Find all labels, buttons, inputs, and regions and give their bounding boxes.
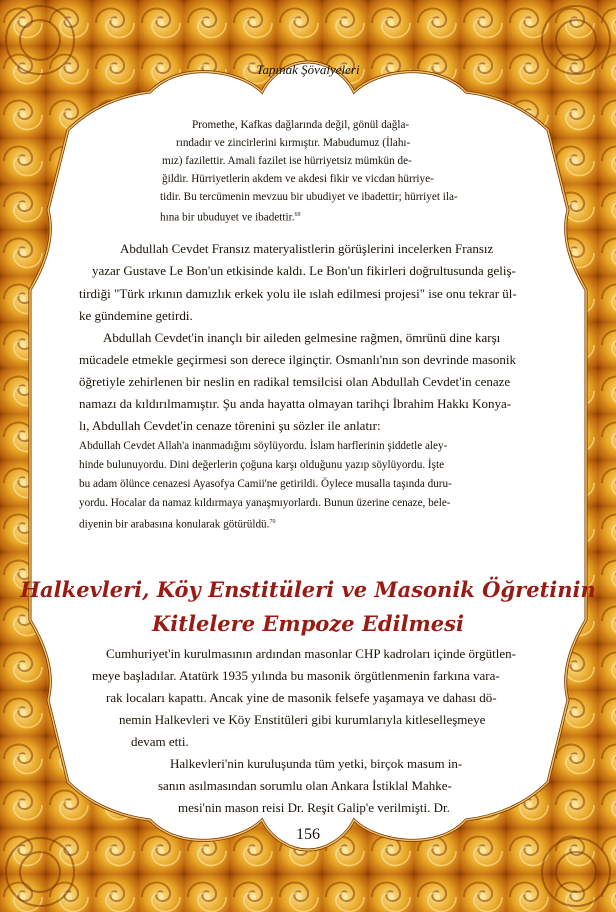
paragraph3-line: Cumhuriyet'in kurulmasının ardından masonlar CHP kadroları içinde örgütlen- xyxy=(106,646,516,661)
running-head: Tapınak Şövalyeleri xyxy=(256,62,360,77)
quote2-line: bu adam ölünce cenazesi Ayasofya Camii'ne getirildi. Öylece musalla taşında duru- xyxy=(79,478,452,490)
quote2-line: Abdullah Cevdet Allah'a inanmadığını söylüyordu. İslam harflerinin şiddetle aley- xyxy=(79,440,448,452)
paragraph3-line: rak locaları kapattı. Ancak yine de masonik felsefe yaşamaya ve dahası dö- xyxy=(106,690,497,705)
paragraph1-line: Abdullah Cevdet Fransız materyalistlerin görüşlerini incelerken Fransız xyxy=(120,241,494,256)
quote1-line: tidir. Bu tercümenin mevzuu bir ubudiyet ve ibadettir; hürriyet ila- xyxy=(160,191,458,203)
paragraph4-line: sanın asılmasından sorumlu olan Ankara İstiklal Mahke- xyxy=(158,778,452,793)
quote1-line: ğildir. Hürriyetlerin akdem ve akdesi fikir ve vicdan hürriye- xyxy=(162,173,434,185)
paragraph4-line: mesi'nin mason reisi Dr. Reşit Galip'e verilmişti. Dr. xyxy=(178,800,450,815)
quote2-line: diyenin bir arabasına konularak götürüldü. xyxy=(79,518,270,531)
paragraph2-line: mücadele etmekle geçirmesi son derece ilginçtir. Osmanlı'nın son devrinde masonik xyxy=(79,352,516,367)
paragraph3-line: devam etti. xyxy=(131,734,189,749)
paragraph2-line: Abdullah Cevdet'in inançlı bir aileden gelmesine rağmen, ömrünü dine karşı xyxy=(103,330,501,345)
paragraph2-line: lı, Abdullah Cevdet'in cenaze törenini şu sözler ile anlatır: xyxy=(79,418,381,433)
paragraph3-line: nemin Halkevleri ve Köy Enstitüleri gibi kurumlarıyla kitleselleşmeye xyxy=(119,712,486,727)
quote1-line: Promethe, Kafkas dağlarında değil, gönül dağla- xyxy=(192,119,410,131)
paragraph1-line: ke gündemine getirdi. xyxy=(79,308,193,323)
section-heading-line: Halkevleri, Köy Enstitüleri ve Masonik Öğretinin xyxy=(20,577,596,602)
page-number: 156 xyxy=(296,826,320,843)
paragraph4-line: Halkevleri'nin kuruluşunda tüm yetki, birçok masum in- xyxy=(170,756,463,771)
quote1-line: mız) fazilettir. Amali fazilet ise hürriyetsiz mümkün de- xyxy=(162,155,412,167)
quote1-line: hına bir ubuduyet ve ibadettir. xyxy=(160,211,295,224)
quote2-line: yordu. Hocalar da namaz kıldırmaya yanaşmıyorlardı. Bunun üzerine cenaze, bele- xyxy=(79,497,451,509)
section-heading xyxy=(0,573,616,641)
footnote-marker: 69 xyxy=(294,212,301,218)
paragraph2-line: öğretiyle zehirlenen bir neslin en radikal temsilcisi olan Abdullah Cevdet'in cenaze xyxy=(79,374,511,389)
paragraph2-line: namazı da kıldırılmamıştır. Şu anda hayatta olmayan tarihçi İbrahim Hakkı Konya- xyxy=(79,396,512,411)
paragraph1-line: yazar Gustave Le Bon'un etkisinde kaldı. Le Bon'un fikirleri doğrultusunda geliş- xyxy=(92,263,516,278)
paragraph1-line: tirdiği "Türk ırkının damızlık erkek yolu ile ıslah edilmesi projesi" ise onu tekrar ül- xyxy=(79,286,517,301)
paragraph3-line: meye başladılar. Atatürk 1935 yılında bu masonik örgütlenmenin farkına vara- xyxy=(92,668,500,683)
quote2-line: hinde bulunuyordu. Dini değerlerin çoğuna karşı olduğunu yazıp söylüyordu. İşte xyxy=(79,459,445,471)
footnote-marker: 70 xyxy=(269,519,276,525)
quote1-line: rındadır ve zincirlerini kırmıştır. Mabudumuz (İlahı- xyxy=(176,137,411,149)
section-heading-line: Kitlelere Empoze Edilmesi xyxy=(152,611,464,636)
